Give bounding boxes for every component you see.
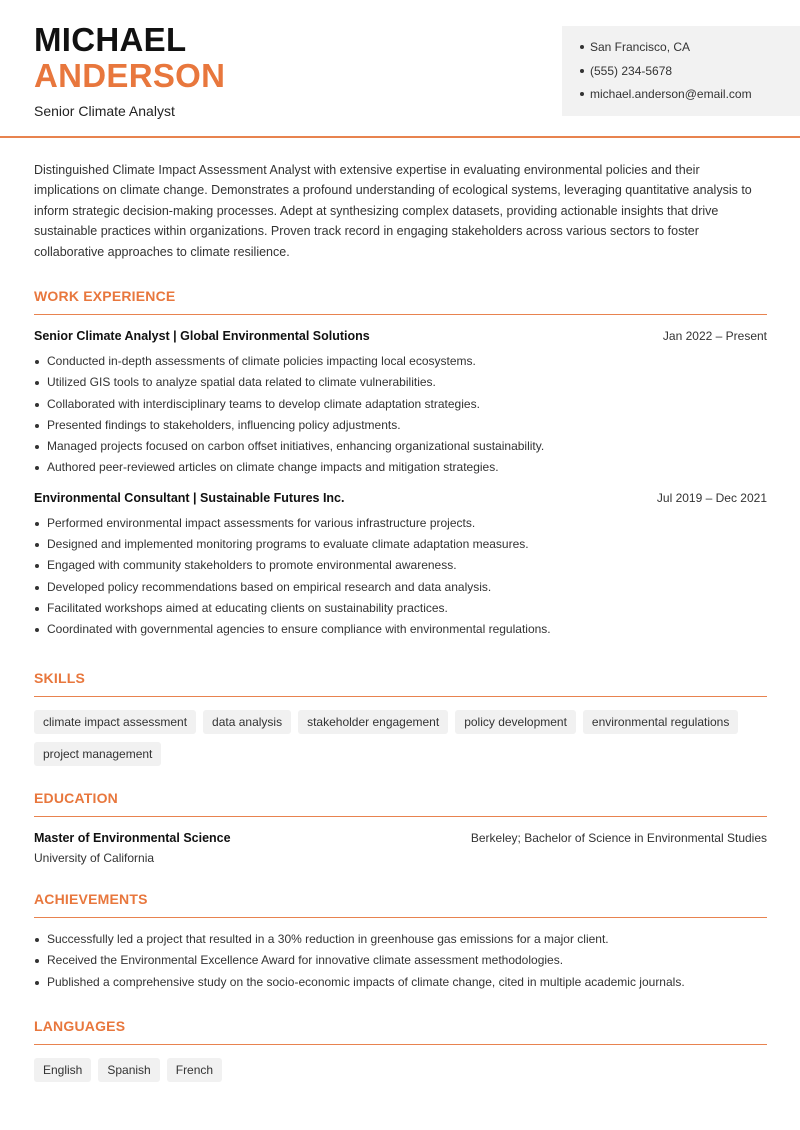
achievement-list	[34, 929, 767, 993]
list-item: Coordinated with governmental agencies to ensure compliance with environmental regulations.	[34, 619, 767, 640]
language-tag: Spanish	[98, 1058, 159, 1082]
job-bullets	[34, 513, 767, 641]
summary-text: Distinguished Climate Impact Assessment Analyst with extensive expertise in evaluating environmental policies and their implications on climate change. Demonstrates a profound understanding of ecological systems, leveraging quantitative analysis to inform strategic decision-making processes. Adept at synthesizing complex datasets, providing actionable insights that drive sustainable practices within organizations. Proven track record in engaging stakeholders across various sectors to foster collaborative approaches to climate resilience.	[34, 163, 752, 259]
language-tags	[34, 1058, 767, 1082]
job-role: Senior Climate Analyst | Global Environmental Solutions	[34, 329, 370, 343]
skill-tags	[34, 710, 767, 766]
list-item: Successfully led a project that resulted in a 30% reduction in greenhouse gas emissions for a major client.	[34, 929, 767, 950]
list-item: Managed projects focused on carbon offset initiatives, enhancing organizational sustainability.	[34, 436, 767, 457]
summary-section	[34, 160, 767, 262]
section-title-skills: SKILLS	[34, 670, 767, 697]
last-name: ANDERSON	[34, 57, 226, 94]
education-school: University of California	[34, 851, 155, 865]
name-block	[34, 22, 225, 119]
list-item: Developed policy recommendations based on empirical research and data analysis.	[34, 577, 767, 598]
section-title-education: EDUCATION	[34, 790, 767, 817]
achievements-section	[34, 891, 767, 993]
education-degree: Master of Environmental Science	[34, 831, 231, 845]
list-item: Presented findings to stakeholders, influencing policy adjustments.	[34, 415, 767, 436]
language-tag: French	[167, 1058, 222, 1082]
first-name: MICHAEL	[34, 21, 187, 58]
list-item: Collaborated with interdisciplinary teams to develop climate adaptation strategies.	[34, 394, 767, 415]
contact-box	[562, 26, 800, 116]
skill-tag: climate impact assessment	[34, 710, 196, 734]
contact-location: San Francisco, CA	[580, 39, 752, 63]
list-item: Performed environmental impact assessments for various infrastructure projects.	[34, 513, 767, 534]
skill-tag: stakeholder engagement	[298, 710, 448, 734]
list-item: Engaged with community stakeholders to promote environmental awareness.	[34, 555, 767, 576]
contact-email[interactable]: michael.anderson@email.com	[580, 86, 752, 110]
language-tag: English	[34, 1058, 91, 1082]
skill-tag: environmental regulations	[583, 710, 738, 734]
languages-section	[34, 1018, 767, 1082]
job-dates: Jan 2022 – Present	[662, 329, 767, 343]
skill-tag: project management	[34, 742, 161, 766]
contact-phone: (555) 234-5678	[580, 63, 752, 87]
section-title-achievements: ACHIEVEMENTS	[34, 891, 767, 918]
skill-tag: policy development	[455, 710, 576, 734]
job-bullets	[34, 351, 767, 479]
job-dates: Jul 2019 – Dec 2021	[656, 490, 767, 505]
skills-section	[34, 670, 767, 766]
skill-tag: data analysis	[203, 710, 291, 734]
list-item: Published a comprehensive study on the socio-economic impacts of climate change, cited in multiple academic journals.	[34, 972, 767, 993]
section-title-work: WORK EXPERIENCE	[34, 288, 767, 315]
job-title: Senior Climate Analyst	[34, 103, 175, 119]
list-item: Facilitated workshops aimed at educating clients on sustainability practices.	[34, 598, 767, 619]
work-experience-section	[34, 288, 767, 641]
education-row	[34, 831, 767, 845]
list-item: Designed and implemented monitoring programs to evaluate climate adaptation measures.	[34, 534, 767, 555]
contact-list	[580, 39, 752, 110]
list-item: Conducted in-depth assessments of climate policies impacting local ecosystems.	[34, 351, 767, 372]
education-section	[34, 790, 767, 865]
section-title-languages: LANGUAGES	[34, 1018, 767, 1045]
education-detail: Berkeley; Bachelor of Science in Environmental Studies	[470, 831, 767, 845]
list-item: Utilized GIS tools to analyze spatial data related to climate vulnerabilities.	[34, 372, 767, 393]
job-header	[34, 491, 767, 505]
job-header	[34, 329, 767, 343]
list-item: Received the Environmental Excellence Award for innovative climate assessment methodologies.	[34, 950, 767, 971]
list-item: Authored peer-reviewed articles on climate change impacts and mitigation strategies.	[34, 457, 767, 478]
resume-header	[0, 0, 800, 138]
job-role: Environmental Consultant | Sustainable Futures Inc.	[34, 490, 345, 505]
